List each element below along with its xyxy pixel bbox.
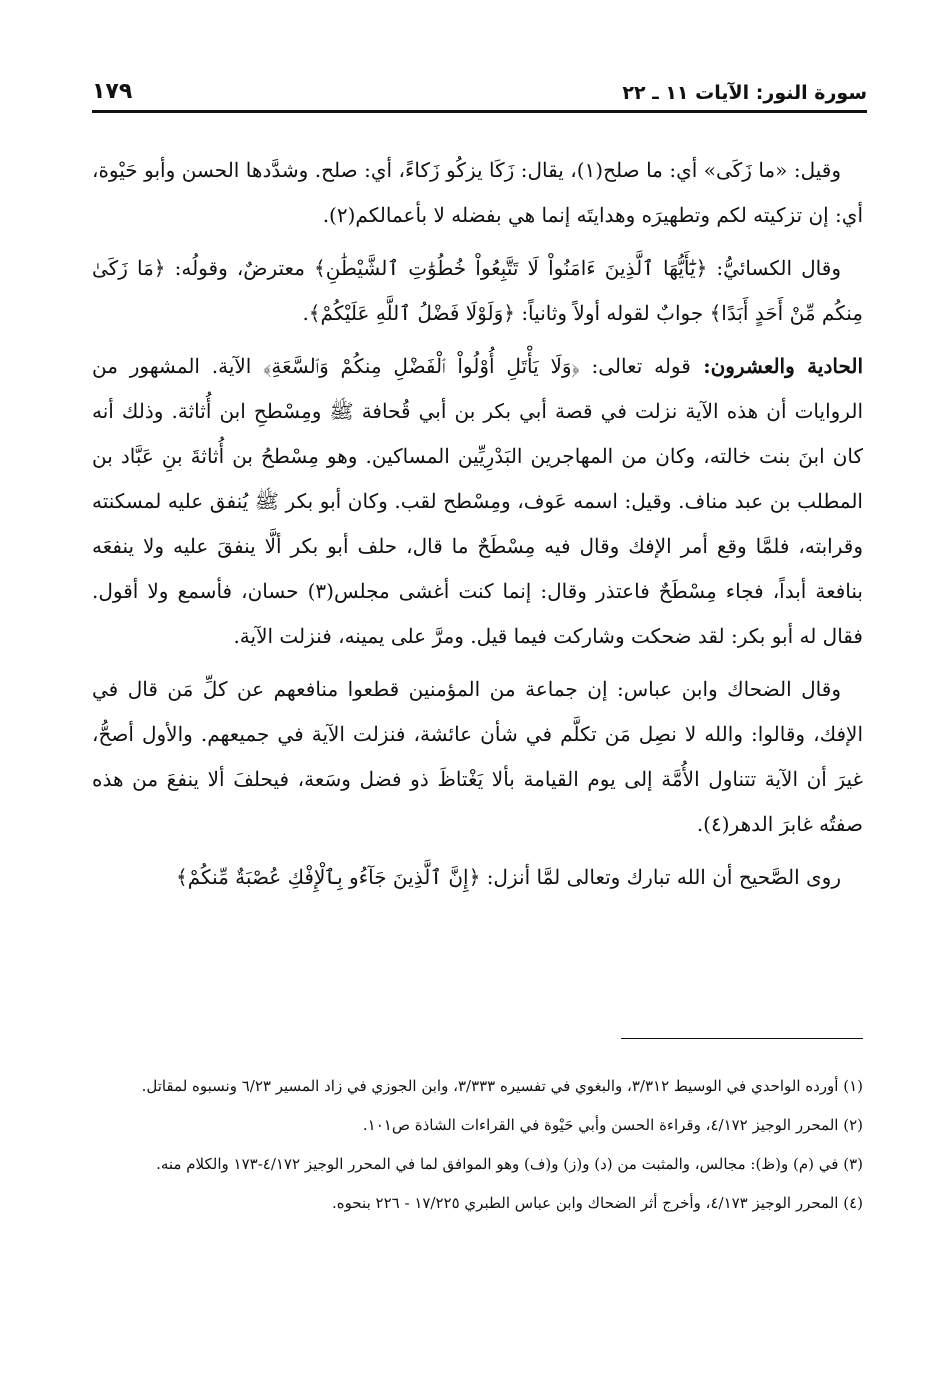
- page-number: ١٧٩: [92, 79, 133, 104]
- running-header: [92, 72, 867, 104]
- header-divider: [92, 110, 867, 113]
- paragraph-text: قوله تعالى: ﴿وَلَا يَأْتَلِ أُوْلُواْ ٱلْفَضْلِ مِنكُمْ وَٱلسَّعَةِ﴾ الآية. المشهور من الروايات أن هذه الآية نزلت في قصة أبي بكر بن أبي قُحافة ﷺ ومِسْطحِ ابن أُثاثة. وذلك أنه كان ابنَ بنت خالته، وكان من المهاجرين البَدْرِيِّين المساكين. وهو مِسْطحُ بن أُثاثةَ بنِ عَبَّاد بن المطلب بن عبد مناف. وقيل: اسمه عَوف، ومِسْطح لقب. وكان أبو بكر ﷺ يُنفق عليه لمسكنته وقرابته، فلمَّا وقع أمر الإفك وقال فيه مِسْطَحٌ ما قال، حلف أبو بكر ألَّا ينفقَ عليه ولا ينفعَه بنافعة أبداً، فجاء مِسْطَحٌ فاعتذر وقال: إنما كنت أغشى مجلس(٣) حسان، فأسمع ولا أقول. فقال له أبو بكر: لقد ضحكت وشاركت فيما قيل. ومرَّ على يمينه، فنزلت الآية.: [92, 354, 863, 648]
- paragraph: وقيل: «ما زَكَى» أي: ما صلح(١)، يقال: زَكَا يزكُو زَكاءً، أي: صلح. وشدَّدها الحسن وأبو حَيْوة، أي: إن تزكيته لكم وتطهيرَه وهدايتَه إنما هي بفضله لا بأعمالكم(٢).: [92, 158, 863, 227]
- footnote-divider: [621, 1038, 863, 1039]
- paragraph: روى الصَّحيح أن الله تبارك وتعالى لمَّا أنزل: ﴿إِنَّ ٱلَّذِينَ جَآءُو بِٱلْإِفْكِ عُصْبَةٌ مِّنكُمْ﴾: [176, 865, 841, 889]
- surah-title: سورة النور: الآيات ١١ ـ ٢٢: [622, 82, 867, 104]
- main-text: [92, 148, 863, 908]
- paragraph: وقال الكسائيُّ: ﴿يَٰٓأَيُّهَا ٱلَّذِينَ ءَامَنُواْ لَا تَتَّبِعُواْ خُطُوَٰتِ ٱلشَّيْطَٰنِ﴾ معترضٌ، وقولُه: ﴿مَا زَكَىٰ مِنكُم مِّنْ أَحَدٍ أَبَدًا﴾ جوابٌ لقوله أولاً وثانياً: ﴿وَلَوْلَا فَضْلُ ٱللَّهِ عَلَيْكُمْ﴾.: [92, 256, 863, 325]
- section-heading: الحادية والعشرون:: [690, 354, 863, 378]
- footnote: (٣) في (م) و(ظ): مجالس، والمثبت من (د) و(ز) و(ف) وهو الموافق لما في المحرر الوجيز ٤/١٧٢-١٧٣ والكلام منه.: [156, 1155, 863, 1173]
- paragraph: [92, 344, 863, 659]
- footnote: (١) أورده الواحدي في الوسيط ٣/٣١٢، والبغوي في تفسيره ٣/٣٣٣، وابن الجوزي في زاد المسير ٦/٢٣ ونسبوه لمقاتل.: [141, 1077, 863, 1095]
- paragraph: وقال الضحاك وابن عباس: إن جماعة من المؤمنين قطعوا منافعهم عن كلِّ مَن قال في الإفك، وقالوا: والله لا نصِل مَن تكلَّم في شأن عائشة، فنزلت الآية في جميعهم. والأول أصحُّ، غيرَ أن الآية تتناول الأُمَّة إلى يوم القيامة بألا يَغْتاظَ ذو فضل وسَعة، فيحلفَ ألا ينفعَ من هذه صفتُه غابرَ الدهر(٤).: [92, 677, 863, 836]
- footnote: (٢) المحرر الوجيز ٤/١٧٢، وقراءة الحسن وأبي حَيْوة في القراءات الشاذة ص١٠١.: [362, 1116, 863, 1134]
- footnotes: [92, 1070, 863, 1226]
- footnote: (٤) المحرر الوجيز ٤/١٧٣، وأخرج أثر الضحاك وابن عباس الطبري ١٧/٢٢٥ - ٢٢٦ بنحوه.: [332, 1194, 863, 1212]
